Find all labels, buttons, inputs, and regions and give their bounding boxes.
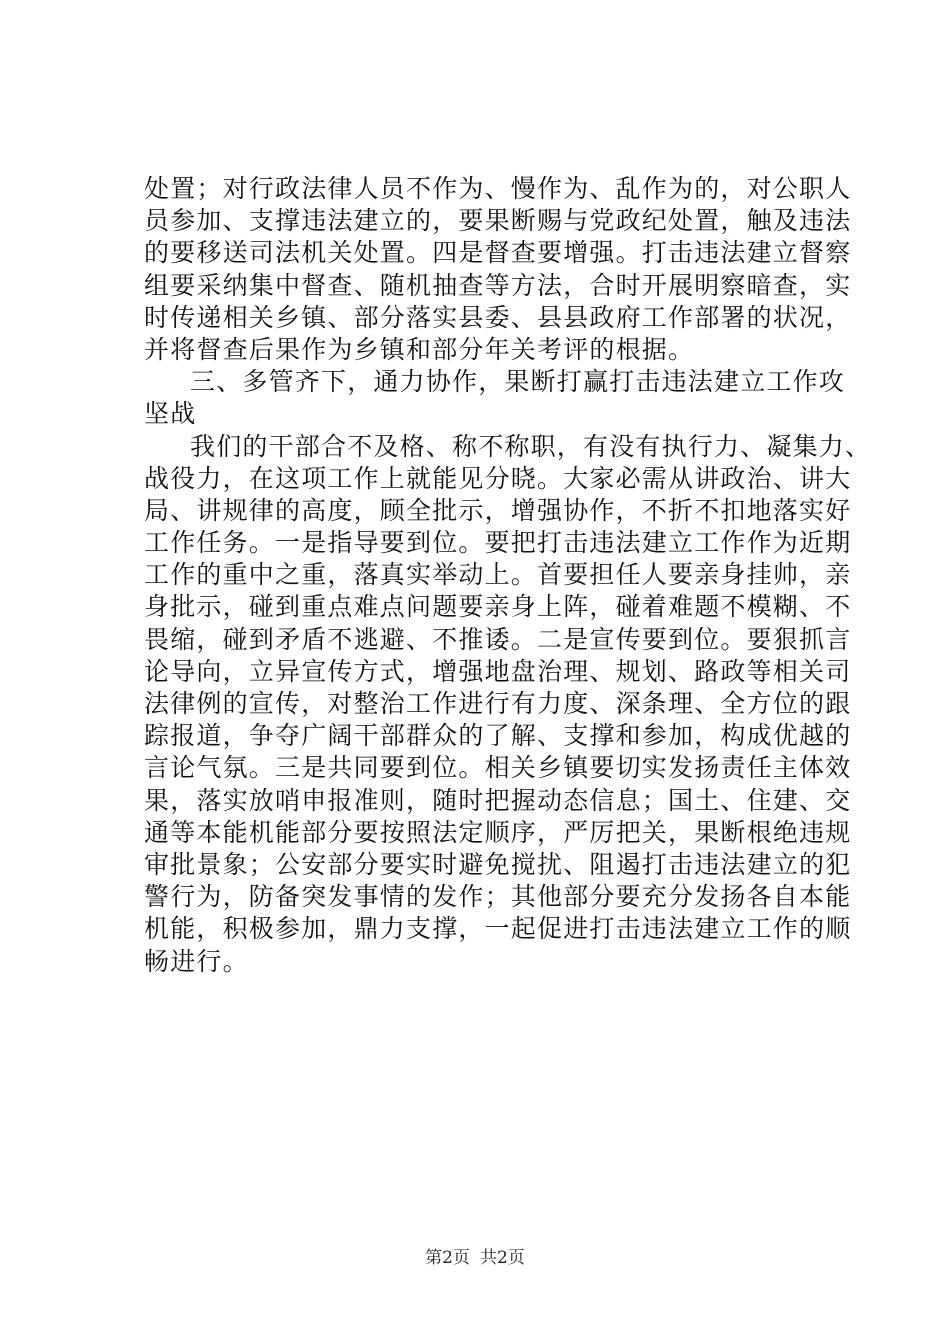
text-line: 踪报道，争夺广阔干部群众的了解、支撑和参加，构成优越的 <box>144 721 852 751</box>
text-line: 机能，积极参加，鼎力支撑，一起促进打击违法建立工作的顺 <box>144 914 852 944</box>
text-line: 论导向，立异宣传方式，增强地盘治理、规划、路政等相关司 <box>144 656 852 686</box>
text-line: 通等本能机能部分要按照法定顺序，严厉把关，果断根绝违规 <box>144 817 852 847</box>
text-line: 局、讲规律的高度，顾全批示，增强协作，不折不扣地落实好 <box>144 495 852 525</box>
text-line: 并将督查后果作为乡镇和部分年关考评的根据。 <box>144 334 695 364</box>
text-line: 法律例的宣传，对整治工作进行有力度、深条理、全方位的跟 <box>144 689 852 718</box>
page-number-total: 共2页 <box>480 1248 525 1268</box>
text-line: 工作的重中之重，落真实举动上。首要担任人要亲身挂帅，亲 <box>144 560 852 590</box>
text-line: 言论气氛。三是共同要到位。相关乡镇要切实发扬责任主体效 <box>144 753 852 783</box>
text-line: 的要移送司法机关处置。四是督查要增强。打击违法建立督察 <box>144 238 852 268</box>
text-line: 警行为，防备突发事情的发作；其他部分要充分发扬各自本能 <box>144 882 852 912</box>
document-body <box>144 173 872 978</box>
text-line: 果，落实放哨申报准则，随时把握动态信息；国土、住建、交 <box>144 785 852 815</box>
text-line: 审批景象；公安部分要实时避免搅扰、阻遏打击违法建立的犯 <box>144 849 852 879</box>
text-line: 畅进行。 <box>144 946 249 976</box>
section-heading-line: 三、多管齐下，通力协作，果断打赢打击违法建立工作攻 <box>190 367 846 397</box>
text-line: 身批示，碰到重点难点问题要亲身上阵，碰着难题不模糊、不 <box>144 592 852 622</box>
text-line: 我们的干部合不及格、称不称职，有没有执行力、凝集力、 <box>190 431 872 461</box>
text-line: 畏缩，碰到矛盾不逃避、不推诿。二是宣传要到位。要狠抓言 <box>144 624 852 654</box>
text-line: 战役力，在这项工作上就能见分晓。大家必需从讲政治、讲大 <box>144 463 852 493</box>
text-line: 工作任务。一是指导要到位。要把打击违法建立工作作为近期 <box>144 528 852 558</box>
text-line: 员参加、支撑违法建立的，要果断赐与党政纪处置，触及违法 <box>144 206 852 236</box>
text-line: 组要采纳集中督查、随机抽查等方法，合时开展明察暗查，实 <box>144 270 852 300</box>
text-line: 时传递相关乡镇、部分落实县委、县县政府工作部署的状况， <box>144 302 852 332</box>
page-footer <box>0 1243 950 1268</box>
text-line: 处置；对行政法律人员不作为、慢作为、乱作为的，对公职人 <box>144 174 852 203</box>
page-number-current: 第2页 <box>425 1248 470 1268</box>
section-heading-line: 坚战 <box>144 399 197 429</box>
